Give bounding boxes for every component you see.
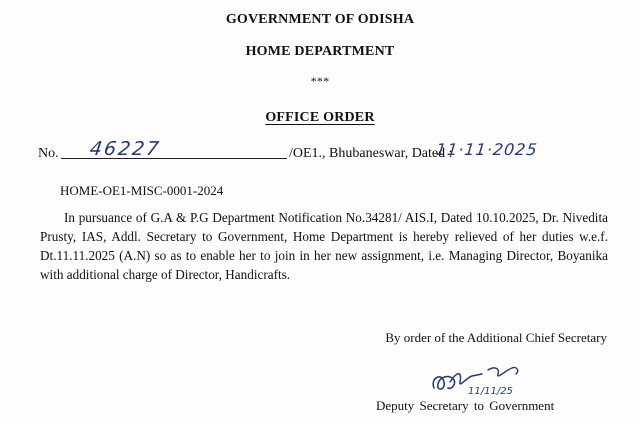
government-heading: GOVERNMENT OF ODISHA (225, 12, 415, 27)
order-number-line (38, 140, 598, 166)
handwritten-date: 11·11·2025 (435, 140, 539, 159)
signatory-designation: Deputy Secretary to Government (376, 398, 555, 413)
heading-separator: *** (310, 74, 330, 88)
order-number-label: No. (38, 146, 59, 161)
department-heading: HOME DEPARTMENT (245, 44, 395, 59)
handwritten-order-number: 46227 (88, 138, 162, 160)
document-title: OFFICE ORDER (265, 110, 375, 125)
order-body (40, 208, 608, 284)
file-reference: HOME-OE1-MISC-0001-2024 (60, 183, 224, 198)
order-number-suffix: /OE1., Bhubaneswar, Dated : (289, 146, 453, 161)
signature-mark (428, 360, 538, 402)
by-order-line: By order of the Additional Chief Secretary (385, 330, 607, 345)
signature-date: 11/11/25 (468, 386, 513, 397)
order-paragraph: In pursuance of G.A & P.G Department Notification No.34281/ AIS.I, Dated 10.10.2025, Dr. Nivedita Prusty, IAS, Addl. Secretary to Government, Home Department is hereby relieved of her duties w.e.f. Dt.11.11.2025 (A.N) so as to enable her to join in her new assignment, i.e. Managing Director, Boyanika with additional charge of Director, Handicrafts. (40, 210, 608, 282)
